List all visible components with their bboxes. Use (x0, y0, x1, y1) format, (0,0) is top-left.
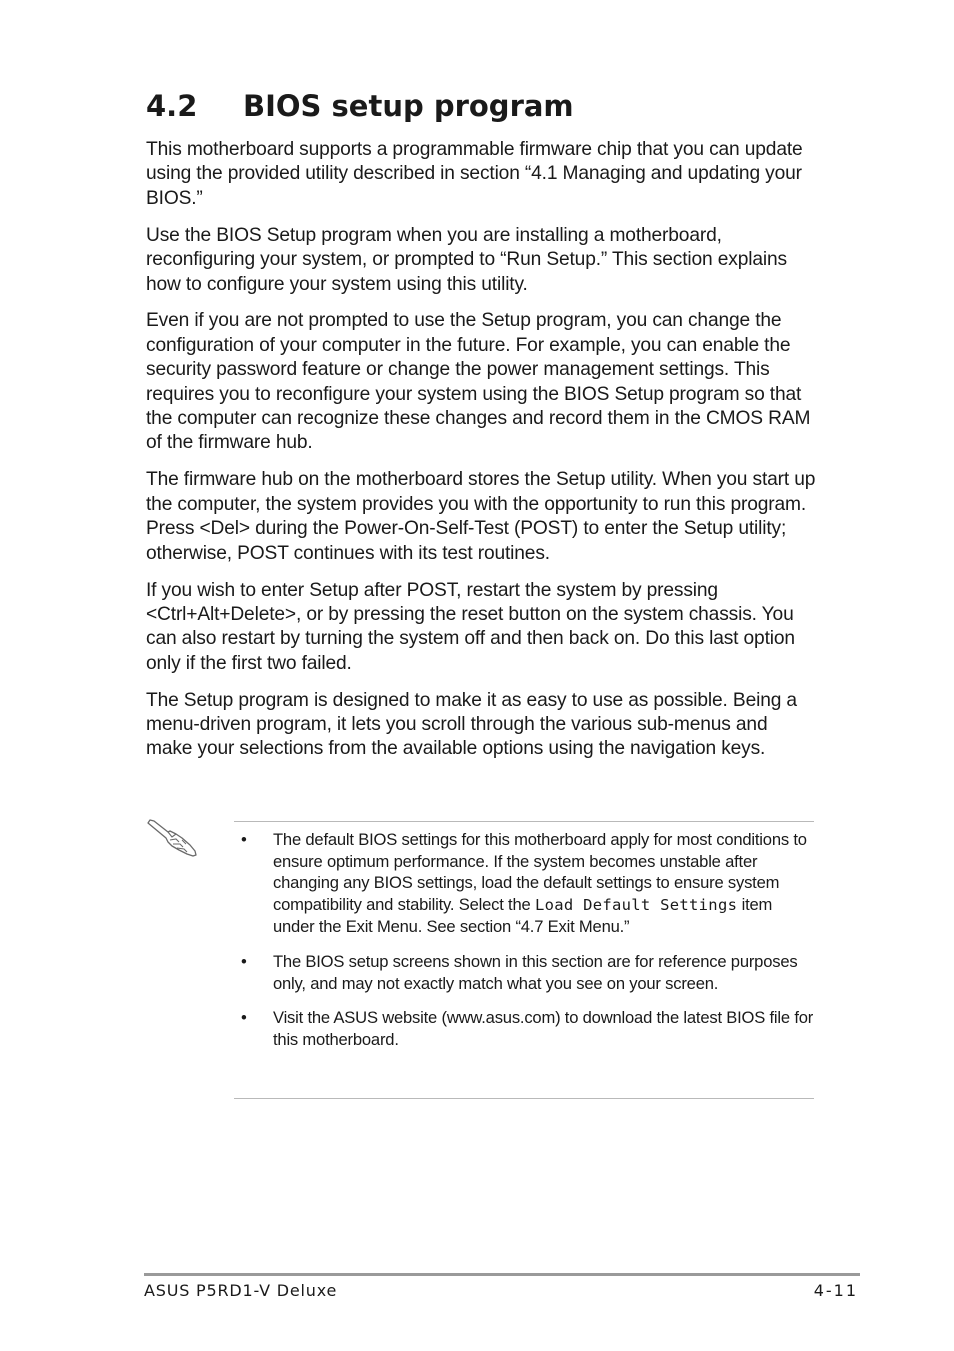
paragraph-1: This motherboard supports a programmable firmware chip that you can update using the provided utility described in section “4.1 Managing and updating your BIOS.” (146, 139, 803, 209)
paragraph-6: The Setup program is designed to make it as easy to use as possible. Being a menu-driven program, it lets you scroll through the various sub-menus and make your selections from the available options using the navigation keys. (146, 689, 797, 760)
section-number: 4.2 (146, 89, 198, 123)
bullet: • (241, 951, 247, 971)
body-text (146, 138, 818, 774)
note-item-reference-screens (234, 951, 814, 994)
paragraph-3: Even if you are not prompted to use the Setup program, you can change the configuration of your computer in the future. For example, you can enable the security password feature or change the power management settings. This requires you to reconfigure your system using the BIOS Setup program so that the computer can recognize these changes and record them in the CMOS RAM of the firmware hub. (146, 310, 811, 454)
footer-product-name: ASUS P5RD1-V Deluxe (144, 1281, 338, 1300)
footer-page-number: 4-11 (813, 1281, 858, 1300)
footer-rule (144, 1273, 860, 1276)
paragraph-4: The firmware hub on the motherboard stores the Setup utility. When you start up the computer, the system provides you with the opportunity to run this program. Press <Del> during the Power-On-Self-Test (POST) to enter the Setup utility; otherwise, POST continues with its test routines. (146, 469, 816, 564)
hand-note-icon (146, 818, 198, 858)
paragraph-5: If you wish to enter Setup after POST, restart the system by pressing <Ctrl+Alt+Delete>, or by pressing the reset button on the system chassis. You can also restart by turning the system off and then back on. Do this last option only if the first two failed. (146, 579, 795, 674)
note-text: The BIOS setup screens shown in this section are for reference purposes only, and may not exactly match what you see on your screen. (273, 951, 798, 993)
note-item-asus-website (234, 1007, 814, 1050)
note-item-default-settings (234, 829, 814, 938)
note-box (234, 821, 814, 1099)
bullet: • (241, 830, 247, 849)
note-text: The default BIOS settings for this motherboard apply for most conditions to ensure optimum performance. If the system becomes unstable after changing any BIOS settings, load the default settings to ensure system compatibility and stability. Select the (273, 830, 807, 914)
section-title: BIOS setup program (243, 89, 574, 123)
note-list (234, 822, 814, 1050)
paragraph-2: Use the BIOS Setup program when you are installing a motherboard, reconfiguring your system, or prompted to “Run Setup.” This section explains how to configure your system using this utility. (146, 224, 787, 295)
note-text: Visit the ASUS website (www.asus.com) to download the latest BIOS file for this motherboard. (273, 1008, 814, 1049)
bullet: • (241, 1008, 247, 1028)
note-text: item under the Exit Menu. See section “4.7 Exit Menu.” (273, 894, 773, 937)
load-default-settings-item: Load Default Settings (534, 895, 738, 914)
section-heading (146, 86, 574, 126)
